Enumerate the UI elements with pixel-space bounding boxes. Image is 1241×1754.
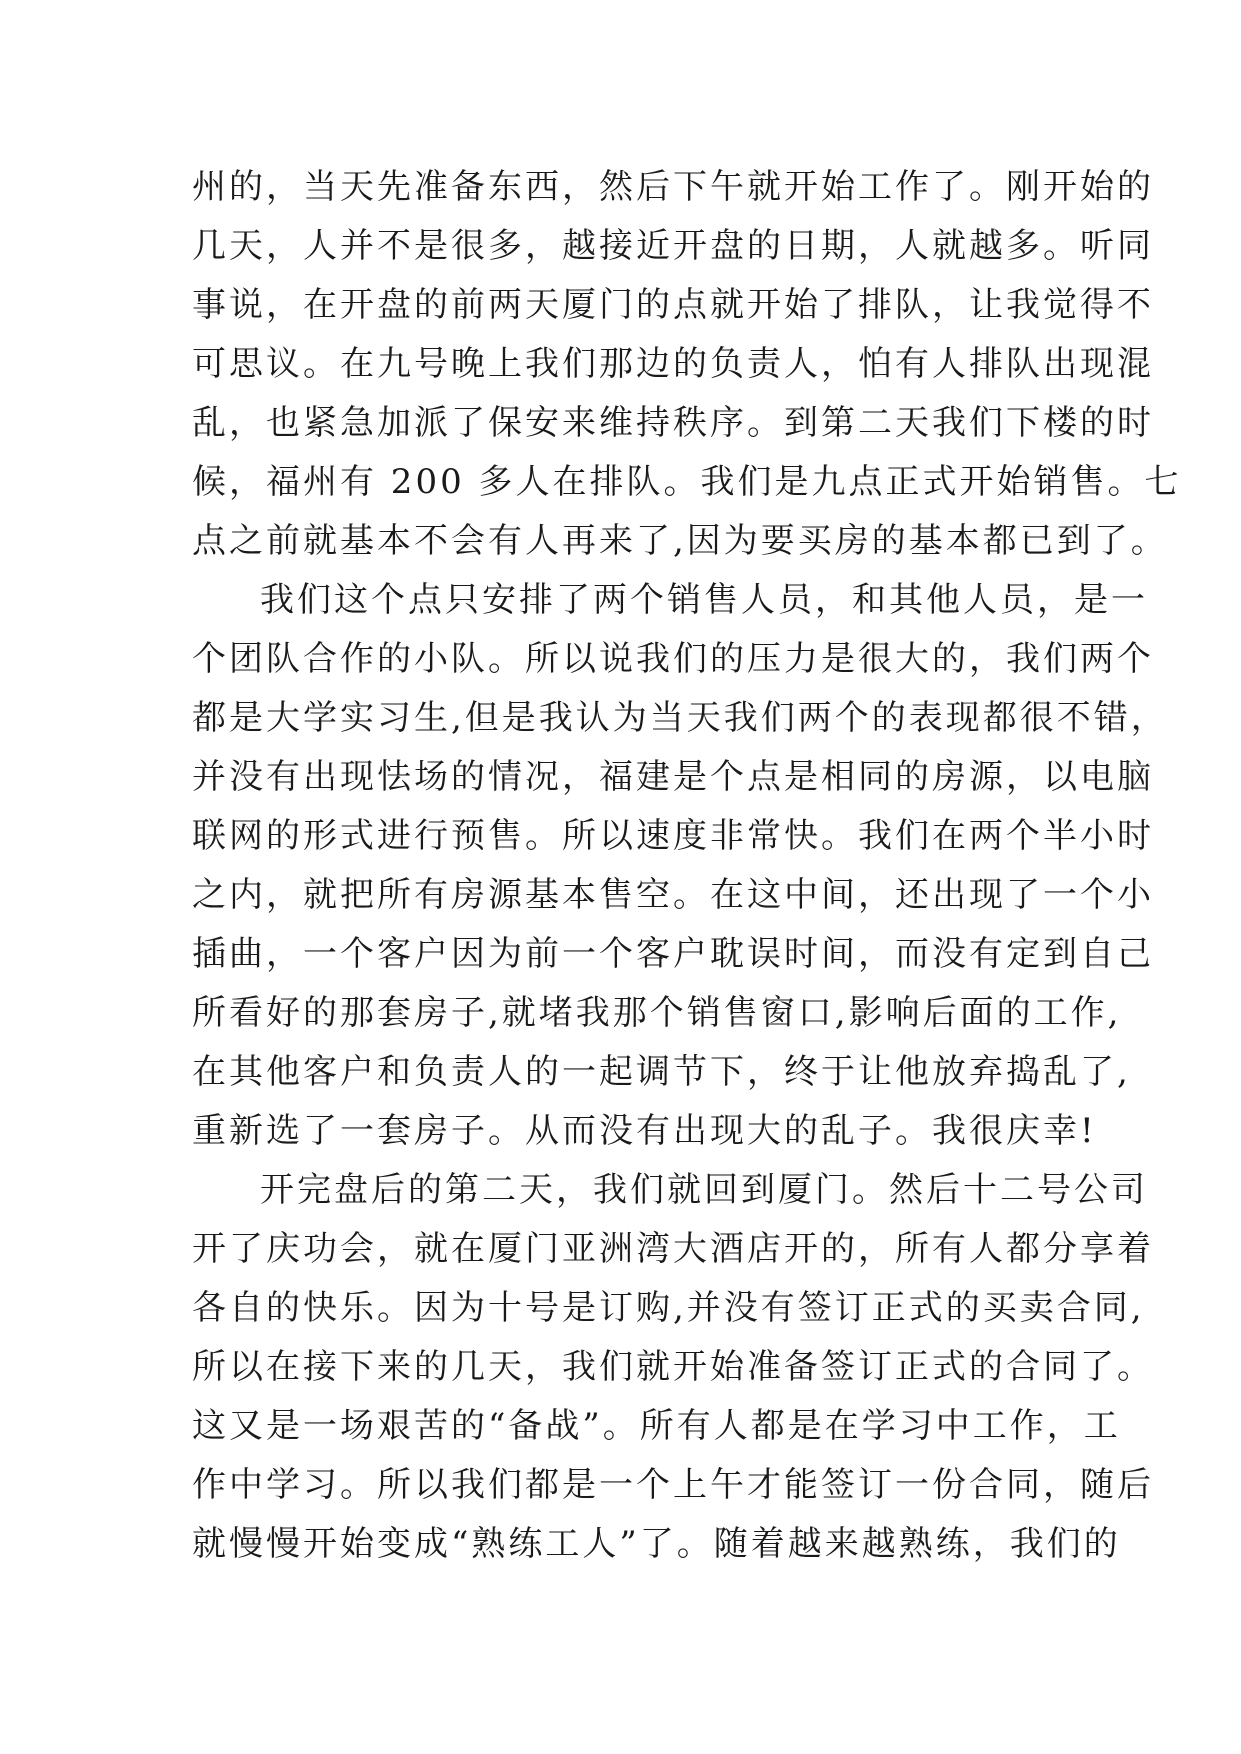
text-line: 这又是一场艰苦的“备战”。所有人都是在学习中工作，工	[192, 1406, 1121, 1446]
text-line: 并没有出现怯场的情况，福建是个点是相同的房源，以电脑	[192, 757, 1154, 797]
text-line: 开了庆功会，就在厦门亚洲湾大酒店开的，所有人都分享着	[192, 1229, 1154, 1269]
text-line: 开完盘后的第二天，我们就回到厦门。然后十二号公司	[260, 1170, 1148, 1210]
text-line: 作中学习。所以我们都是一个上午才能签订一份合同，随后	[192, 1465, 1154, 1505]
text-line: 州的，当天先准备东西，然后下午就开始工作了。刚开始的	[192, 167, 1154, 207]
text-line: 所看好的那套房子,就堵我那个销售窗口,影响后面的工作,	[192, 993, 1122, 1033]
text-line: 在其他客户和负责人的一起调节下，终于让他放弃捣乱了,	[192, 1052, 1131, 1092]
text-line: 重新选了一套房子。从而没有出现大的乱子。我很庆幸!	[192, 1111, 1097, 1151]
paragraph-2	[192, 571, 1168, 1161]
text-line: 事说，在开盘的前两天厦门的点就开始了排队，让我觉得不	[192, 285, 1154, 325]
text-line: 我们这个点只安排了两个销售人员，和其他人员，是一	[260, 580, 1148, 620]
text-line: 所以在接下来的几天，我们就开始准备签订正式的合同了。	[192, 1347, 1154, 1387]
body-text	[192, 158, 1182, 1574]
text-line: 都是大学实习生,但是我认为当天我们两个的表现都很不错，	[192, 698, 1168, 738]
text-line: 候，福州有 200 多人在排队。我们是九点正式开始销售。七	[192, 462, 1182, 502]
text-line: 几天，人并不是很多，越接近开盘的日期，人就越多。听同	[192, 226, 1154, 266]
text-line: 插曲，一个客户因为前一个客户耽误时间，而没有定到自己	[192, 934, 1154, 974]
paragraph-3	[192, 1161, 1154, 1574]
text-line: 联网的形式进行预售。所以速度非常快。我们在两个半小时	[192, 816, 1154, 856]
text-line: 乱，也紧急加派了保安来维持秩序。到第二天我们下楼的时	[192, 403, 1154, 443]
text-line: 个团队合作的小队。所以说我们的压力是很大的，我们两个	[192, 639, 1154, 679]
text-line: 各自的快乐。因为十号是订购,并没有签订正式的买卖合同,	[192, 1288, 1145, 1328]
text-line: 之内，就把所有房源基本售空。在这中间，还出现了一个小	[192, 875, 1154, 915]
paragraph-1	[192, 158, 1182, 571]
text-line: 可思议。在九号晚上我们那边的负责人，怕有人排队出现混	[192, 344, 1154, 384]
text-line: 就慢慢开始变成“熟练工人”了。随着越来越熟练，我们的	[192, 1524, 1121, 1564]
text-line: 点之前就基本不会有人再来了,因为要买房的基本都已到了。	[192, 521, 1168, 561]
